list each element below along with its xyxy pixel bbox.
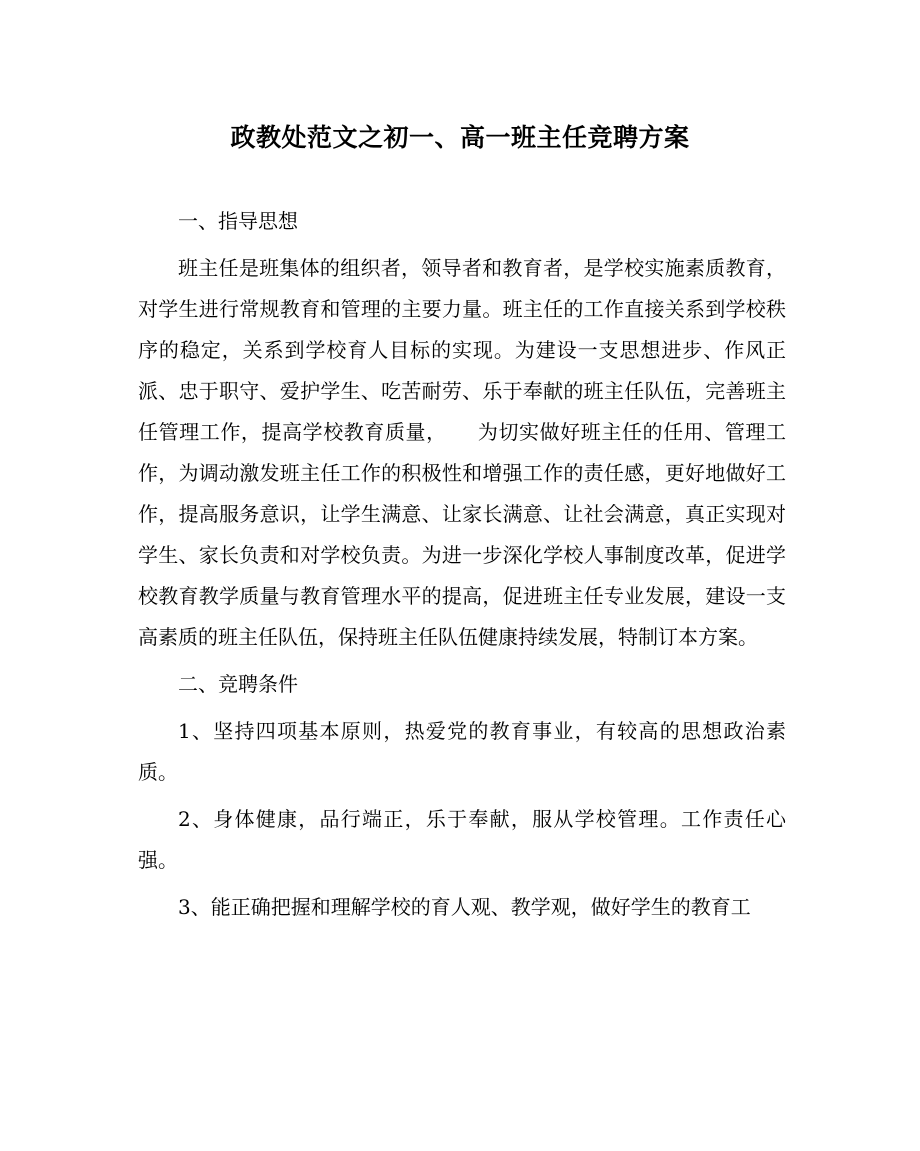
paragraph-guiding-ideology: 班主任是班集体的组织者，领导者和教育者，是学校实施素质教育，对学生进行常规教育和管理的主要力量。班主任的工作直接关系到学校秩序的稳定，关系到学校育人目标的实现。为建设一支思想进步、作风正派、忠于职守、爱护学生、吃苦耐劳、乐于奉献的班主任队伍，完善班主任管理工作，提高学校教育质量， 为切实做好班主任的任用、管理工作，为调动激发班主任工作的积极性和增强工作的责任感，更好地做好工作，提高服务意识，让学生满意、让家长满意、让社会满意，真正实现对学生、家长负责和对学校负责。为进一步深化学校人事制度改革，促进学校教育教学质量与教育管理水平的提高，促进班主任专业发展，建设一支高素质的班主任队伍，保持班主任队伍健康持续发展，特制订本方案。 xyxy=(138,256,786,649)
section-heading-conditions: 二、竞聘条件 xyxy=(178,672,298,696)
section-heading-guiding-ideology: 一、指导思想 xyxy=(178,209,298,233)
condition-item-2: 2、身体健康，品行端正，乐于奉献，服从学校管理。工作责任心强。 xyxy=(138,807,786,872)
condition-item-1: 1、坚持四项基本原则，热爱党的教育事业，有较高的思想政治素质。 xyxy=(138,719,786,784)
condition-item-3: 3、能正确把握和理解学校的育人观、教学观，做好学生的教育工 xyxy=(178,895,751,919)
document-title: 政教处范文之初一、高一班主任竞聘方案 xyxy=(230,123,690,152)
document-body xyxy=(138,201,786,934)
